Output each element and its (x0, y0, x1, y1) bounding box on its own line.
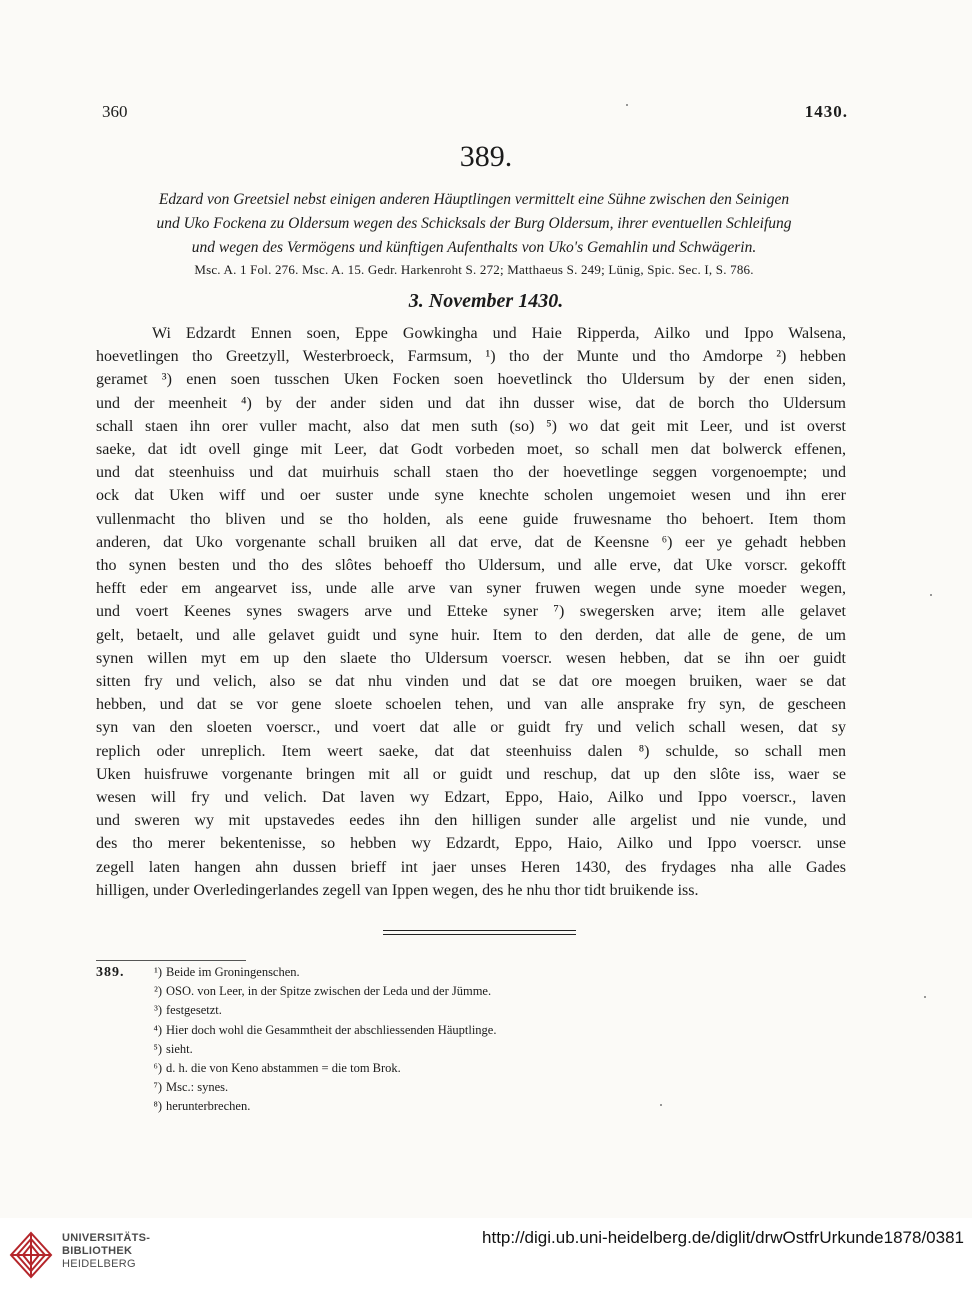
text-line: anderen, dat Uko vorgenante schall bruiken all dat erve, dat de Keensne ⁶) eer ye gehadt hebben (96, 533, 846, 551)
text-line: zegell laten hangen ahn dussen brieff int jaer unses Heren 1430, des frydages nha alle Gades (96, 858, 846, 876)
text-line: syn van den sloeten voerscr., und voert dat alle or guidt fry und velich schall wesen, dat sy (96, 719, 846, 737)
text-line: saeke, dat idt ovell ginge mit Leer, dat Godt vorbeden moet, so schall men dat bolwerck effenen, (96, 441, 846, 459)
footnote-text: Hier doch wohl die Gesammtheit der abschliessenden Häuptlinge. (166, 1022, 497, 1037)
text-line: schall staen ihn orer vuller macht, also dat men suth (so) ⁵) wo dat geit mit Leer, und ist overst (96, 417, 846, 435)
footnote (96, 982, 696, 1001)
text-line: sitten fry und velich, also se dat nhu vinden und dat se dat ore moegen bruiken, waer se dat (96, 673, 846, 691)
library-seal-icon (8, 1230, 54, 1280)
running-year: 1430. (804, 102, 848, 121)
viewer-footer (0, 1218, 972, 1289)
footnote-mark: ²) (154, 984, 162, 999)
scan-speck (660, 1104, 662, 1106)
text-line: und sweren wy mit upstavedes eedes ihn den hilligen sunder alle argelist und nie vunde, und (96, 812, 846, 830)
text-line: hilligen, under Overledingerlandes zegell van Ippen wegen, des he nhu thor tidt bruikende iss. (96, 881, 699, 899)
footnote-text: festgesetzt. (166, 1003, 222, 1018)
document-summary (100, 188, 848, 260)
scan-speck (930, 594, 932, 596)
library-name (62, 1232, 150, 1271)
footnote-text: d. h. die von Keno abstammen = die tom Brok. (166, 1060, 401, 1075)
document-date: 3. November 1430. (408, 290, 564, 312)
text-line: Wi Edzardt Ennen soen, Eppe Gowkingha und Haie Ripperda, Ailko und Ippo Walsena, (152, 325, 846, 342)
footnote-mark: ⁷) (153, 1080, 162, 1095)
text-line: und dat steenhuiss und dat muirhuis schall staen tho der hoevetlinge seggen vorgenoempte; und (96, 464, 846, 482)
summary-line: und wegen des Vermögens und künftigen Aufenthalts von Uko's Gemahlin und Schwägerin. (191, 239, 757, 256)
section-divider (383, 930, 576, 931)
scan-speck (924, 996, 926, 998)
scan-speck (626, 104, 628, 106)
footnote (96, 1097, 696, 1116)
library-name-line: BIBLIOTHEK (62, 1245, 133, 1257)
footnote-text: Beide im Groningenschen. (166, 965, 300, 979)
footnote (96, 963, 696, 982)
section-divider (383, 934, 576, 935)
text-line: hebben, und dat se vor gene sloete schoelen tehen, und van alle ansprake fry syn, de gescheen (96, 696, 846, 714)
text-line: hoevetlingen tho Greetzyll, Westerbroeck, Farmsum, ¹) tho der Munte und tho Amdorpe ²) hebben (96, 348, 846, 366)
text-line: gelt, betaelt, und alle gelavet guidt und syne huir. Item to den derden, dat alle de gene, de um (96, 626, 846, 644)
footnote-text: OSO. von Leer, in der Spitze zwischen der Leda und der Jümme. (166, 984, 492, 999)
footnote-text: sieht. (166, 1041, 193, 1056)
page-header (96, 100, 848, 130)
document-number: 389. (459, 140, 513, 173)
text-line: tho synen besten und tho des slôtes behoeff tho Uldersum, und alle erve, dat Uke vorscr. gekofft (96, 557, 846, 575)
text-line: ock dat Uken wiff und oer suster unde syne knechte scholen ungemoiet wesen und ihn erer (96, 487, 846, 505)
footnote (96, 1001, 696, 1020)
charter-text (96, 322, 846, 902)
footnote-mark: ¹) (154, 965, 162, 979)
footnote-doc-ref: 389. (96, 965, 125, 980)
text-line: vullenmacht tho bliven und se tho holden, als eene guide fruwesname tho behoert. Item thom (96, 510, 846, 528)
footnote-mark: ⁵) (153, 1041, 162, 1056)
summary-line: und Uko Fockena zu Oldersum wegen des Schicksals der Burg Oldersum, ihrer eventuellen Schleifung (156, 215, 792, 232)
text-line: hefft eder em angearvet iss, unde alle arve van syner fruwen wegen unde syne moeder wegen, (96, 580, 846, 598)
footnote-text: herunterbrechen. (166, 1099, 251, 1114)
text-line: replich oder unreplich. Item weert saeke, dat dat steenhuiss dalen ⁸) schulde, so schall men (96, 742, 846, 760)
text-line: geramet ³) enen soen tusschen Uken Focken soen hoevetlinck tho Uldersum by der enen siden, (96, 371, 846, 389)
text-line: synen willen myt em up den slaete tho Uldersum voerscr. wesen hebben, dat se ihn oer guidt (96, 649, 846, 667)
text-line: und der meenheit ⁴) by der ander siden und dat ihn dusser wise, dat de borch tho Uldersum (96, 394, 846, 412)
footnote-mark: ⁴) (153, 1022, 162, 1037)
source-references: Msc. A. 1 Fol. 276. Msc. A. 15. Gedr. Harkenroht S. 272; Matthaeus S. 249; Lünig, Spic. Sec. I, S. 786. (194, 262, 754, 277)
footnote-mark: ³) (154, 1003, 162, 1018)
footnote (96, 1078, 696, 1097)
text-line: Uken huisfruwe vorgenante bringen mit all or guidt und reschup, dat up den slôte iss, waer se (96, 765, 846, 783)
footnotes (96, 963, 696, 1117)
page-number: 360 (102, 102, 128, 121)
footnote-mark: ⁸) (153, 1099, 162, 1114)
footnote-mark: ⁶) (153, 1060, 162, 1075)
footnote-text: Msc.: synes. (166, 1080, 229, 1095)
library-name-line: HEIDELBERG (62, 1258, 136, 1270)
text-line: des tho merer bekentenisse, so hebben wy Edzardt, Eppo, Haio, Ailko und Ippo voerscr. unse (96, 835, 846, 853)
text-line: wesen will fry und velich. Dat laven wy Edzart, Eppo, Haio, Ailko und Ippo voerscr., laven (96, 789, 846, 807)
summary-line: Edzard von Greetsiel nebst einigen anderen Häuptlingen vermittelt eine Sühne zwischen den Seinigen (158, 191, 790, 208)
footnote (96, 1059, 696, 1078)
text-line: und voert Keenes synes swagers arve und Etteke syner ⁷) swegersken arve; item alle gelavet (96, 603, 846, 621)
source-url-link[interactable]: http://digi.ub.uni-heidelberg.de/diglit/drwOstfrUrkunde1878/0381 (482, 1228, 964, 1247)
footnote-divider (96, 960, 246, 961)
footnote (96, 1021, 696, 1040)
footnote (96, 1040, 696, 1059)
library-name-line: UNIVERSITÄTS- (62, 1232, 151, 1244)
